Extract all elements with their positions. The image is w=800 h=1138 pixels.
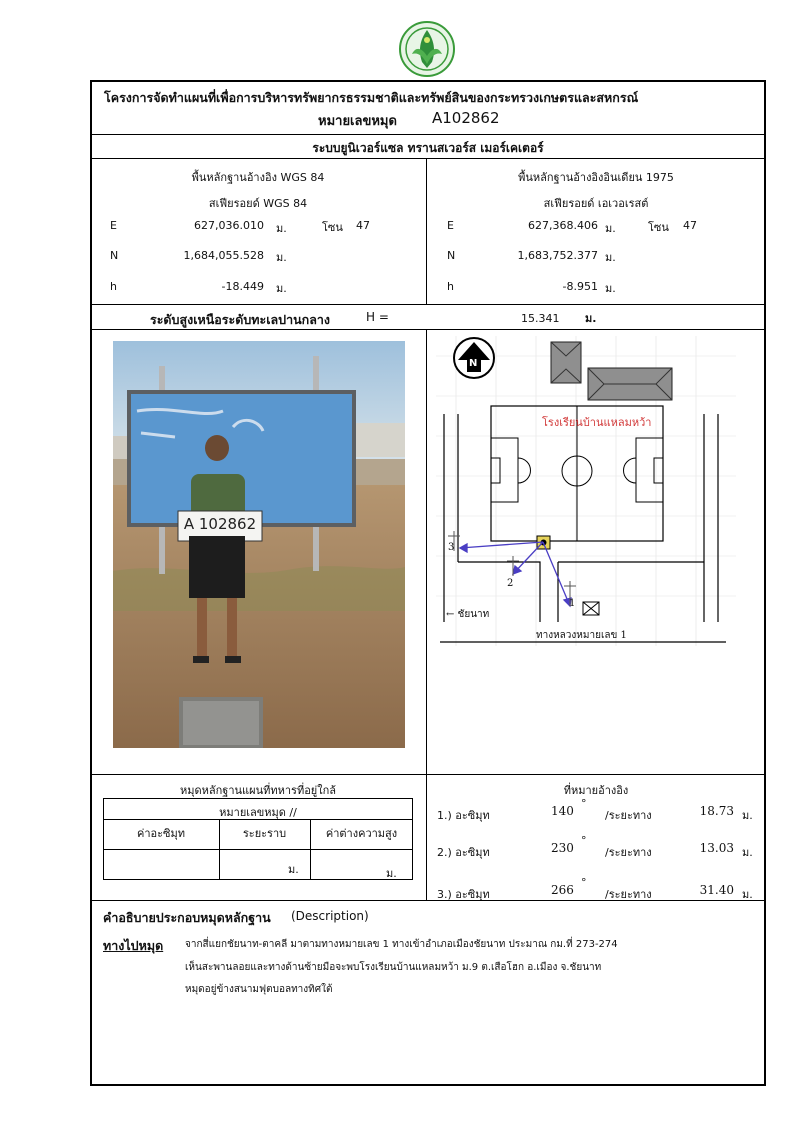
direction-label: ← ชัยนาท bbox=[446, 609, 490, 620]
ref-2-azimuth: 230 bbox=[551, 841, 574, 855]
route-label: ทางไปหมุด bbox=[103, 938, 164, 953]
wgs-e-value: 627,036.010 bbox=[194, 219, 264, 232]
indian-datum: พื้นหลักฐานอ้างอิงอินเดียน 1975 bbox=[518, 171, 674, 184]
description-title-en: (Description) bbox=[291, 909, 369, 923]
indian-h-label: h bbox=[447, 280, 454, 293]
location-sketch bbox=[436, 336, 736, 646]
ref-2-distance-label: /ระยะทาง bbox=[605, 846, 652, 859]
indian-h-unit: ม. bbox=[605, 282, 616, 295]
wgs-zone-label: โซน bbox=[322, 221, 343, 234]
nearby-mark-label: หมายเลขหมุด // bbox=[219, 806, 297, 819]
ref-label-2: 2 bbox=[507, 578, 514, 589]
msl-value: 15.341 bbox=[521, 312, 560, 325]
school-label: โรงเรียนบ้านแหลมหว้า bbox=[542, 416, 652, 429]
ref-3-degree: ° bbox=[581, 876, 587, 889]
route-line-2: เห็นสะพานลอยและทางด้านซ้ายมือจะพบโรงเรียนบ้านแหลมหว้า ม.9 ต.เสือโฮก อ.เมือง จ.ชัยนาท bbox=[185, 962, 602, 973]
col-height-diff: ค่าต่างความสูง bbox=[325, 827, 398, 840]
indian-e-label: E bbox=[447, 219, 454, 232]
ref-3-azimuth: 266 bbox=[551, 883, 574, 897]
msl-label: ระดับสูงเหนือระดับทะเลปานกลาง bbox=[150, 312, 330, 327]
utm-title: ระบบยูนิเวอร์แซล ทรานสเวอร์ส เมอร์เคเตอร์ bbox=[312, 141, 544, 155]
indian-n-value: 1,683,752.377 bbox=[517, 249, 598, 262]
ref-1-degree: ° bbox=[581, 797, 587, 810]
ref-2-label: 2.) อะซิมุท bbox=[437, 846, 490, 859]
indian-e-value: 627,368.406 bbox=[528, 219, 598, 232]
msl-h-label: H = bbox=[366, 310, 389, 324]
ref-1-azimuth: 140 bbox=[551, 804, 574, 818]
wgs-ellipsoid: สเฟียรอยด์ WGS 84 bbox=[208, 197, 308, 210]
ref-1-distance: 18.73 bbox=[699, 804, 734, 818]
wgs-h-label: h bbox=[110, 280, 117, 293]
mark-id: A102862 bbox=[432, 109, 500, 127]
refs-title: ที่หมายอ้างอิง bbox=[563, 784, 629, 797]
ref-1-distance-label: /ระยะทาง bbox=[605, 809, 652, 822]
indian-ellipsoid: สเฟียรอยด์ เอเวอเรสต์ bbox=[543, 197, 649, 210]
ref-2-unit: ม. bbox=[742, 846, 753, 859]
ref-2-distance: 13.03 bbox=[699, 841, 734, 855]
col-distance: ระยะราบ bbox=[242, 827, 287, 840]
ref-1-label: 1.) อะซิมุท bbox=[437, 809, 490, 822]
north-label: N bbox=[469, 358, 478, 369]
ref-3-label: 3.) อะซิมุท bbox=[437, 888, 490, 901]
highway-label: ทางหลวงหมายเลข 1 bbox=[536, 630, 627, 641]
wgs-datum: พื้นหลักฐานอ้างอิง WGS 84 bbox=[191, 171, 325, 184]
wgs-n-value: 1,684,055.528 bbox=[183, 249, 264, 262]
wgs-e-label: E bbox=[110, 219, 117, 232]
description-title: คำอธิบายประกอบหมุดหลักฐาน bbox=[103, 910, 271, 925]
ref-3-distance-label: /ระยะทาง bbox=[605, 888, 652, 901]
mark-id-label: หมายเลขหมุด bbox=[318, 114, 397, 129]
ref-1-unit: ม. bbox=[742, 809, 753, 822]
wgs-n-label: N bbox=[110, 249, 119, 262]
route-line-3: หมุดอยู่ข้างสนามฟุตบอลทางทิศใต้ bbox=[185, 984, 333, 995]
indian-n-unit: ม. bbox=[605, 251, 616, 264]
wgs-zone-value: 47 bbox=[356, 219, 370, 232]
wgs-n-unit: ม. bbox=[276, 251, 287, 264]
col-azimuth: ค่าอะซิมุท bbox=[136, 827, 186, 840]
ministry-logo bbox=[398, 20, 456, 78]
msl-unit: ม. bbox=[585, 312, 597, 325]
nearby-unit-1: ม. bbox=[288, 863, 299, 876]
wgs-e-unit: ม. bbox=[276, 222, 287, 235]
photo-sign-text: A 102862 bbox=[183, 515, 257, 533]
wgs-h-value: -18.449 bbox=[221, 280, 264, 293]
ref-2-degree: ° bbox=[581, 834, 587, 847]
site-photo bbox=[113, 341, 405, 748]
nearby-unit-2: ม. bbox=[386, 867, 397, 880]
indian-e-unit: ม. bbox=[605, 222, 616, 235]
ref-label-1: 1 bbox=[569, 598, 576, 609]
ref-3-distance: 31.40 bbox=[699, 883, 734, 897]
project-title: โครงการจัดทำแผนที่เพื่อการบริหารทรัพยากรธรรมชาติและทรัพย์สินของกระทรวงเกษตรและสหกรณ์ bbox=[104, 90, 639, 105]
nearby-title: หมุดหลักฐานแผนที่ทหารที่อยู่ใกล้ bbox=[179, 784, 337, 797]
wgs-h-unit: ม. bbox=[276, 282, 287, 295]
ref-3-unit: ม. bbox=[742, 888, 753, 901]
indian-n-label: N bbox=[447, 249, 456, 262]
indian-zone-value: 47 bbox=[683, 219, 697, 232]
route-line-1: จากสี่แยกชัยนาท-ตาคลี มาตามทางหมายเลข 1 ทางเข้าอำเภอเมืองชัยนาท ประมาณ กม.ที่ 273-274 bbox=[185, 939, 618, 950]
ref-label-3: 3 bbox=[448, 542, 455, 553]
indian-zone-label: โซน bbox=[648, 221, 669, 234]
indian-h-value: -8.951 bbox=[562, 280, 598, 293]
